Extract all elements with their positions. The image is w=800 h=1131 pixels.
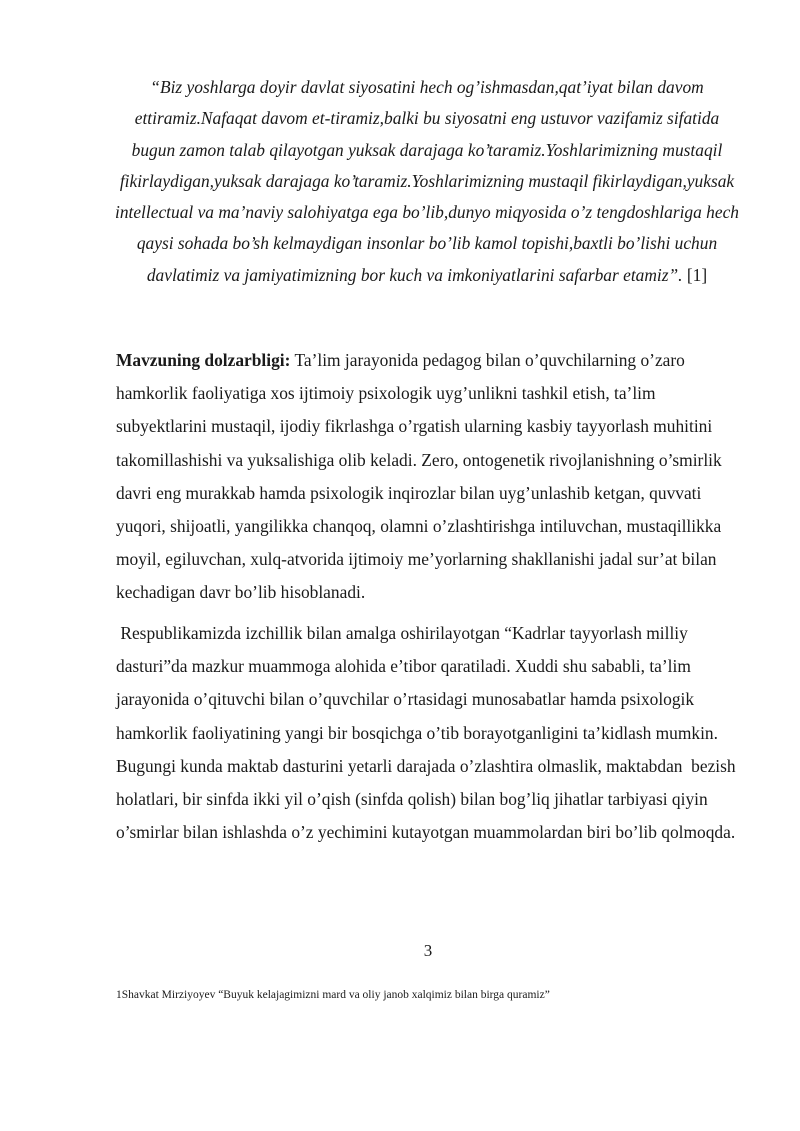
quote-text: “Biz yoshlarga doyir davlat siyosatini hech og’ishmasdan,qat’iyat bilan davom ettiramiz.Nafaqat davom et-tiramiz,balki bu siyosatni eng ustuvor vazifamiz sifatida bugun zamon talab qilayotgan yuksak darajaga ko’taramiz.Yoshlarimizning mustaqil fikirlaydigan,yuksak darajaga ko’taramiz.Yoshlarimizning mustaqil fikirlaydigan,yuksak intellectual va ma’naviy salohiyatga ega bo’lib,dunyo miqyosida o’z tengdoshlariga hech qaysi sohada bo’sh kelmaydigan insonlar bo’lib kamol topishi,baxtli bo’lishi uchun davlatimiz va jamiyatimizning bor kuch va imkoniyatlarini safarbar etamiz”.: [114, 77, 740, 285]
body-paragraph: Respublikamizda izchillik bilan amalga oshirilayotgan “Kadrlar tayyorlash milliy dasturi”da mazkur muammoga alohida e’tibor qaratiladi. Xuddi shu sababli, ta’lim jarayonida o’qituvchi bilan o’quvchilar o’rtasidagi munosabatlar hamda psixologik hamkorlik faoliyatining yangi bir bosqichga o’tib borayotganligini ta’kidlash mumkin. Bugungi kunda maktab dasturini yetarli darajada o’zlashtira olmaslik, maktabdan bezish holatlari, bir sinfda ikki yil o’qish (sinfda qolish) bilan bog’liq jihatlar tarbiyasi qiyin o’smirlar bilan ishlashda o’z yechimini kutayotgan muammolardan biri bo’lib qolmoqda.: [116, 623, 740, 843]
citation-reference: [1]: [686, 264, 708, 285]
relevance-paragraph: [116, 344, 746, 610]
paragraph-text: Ta’lim jarayonida pedagog bilan o’quvchilarning o’zaro hamkorlik faoliyatiga xos ijtimoiy psixologik uyg’unlikni tashkil etish, ta’lim subyektlarini mustaqil, ijodiy fikrlashga o’rgatish ularning kasbiy tayyorlash muhitini takomillashishi va yuksalishiga olib keladi. Zero, ontogenetik rivojlanishning o’smirlik davri eng murakkab hamda psixologik inqirozlar bilan uyg’unlashib ketgan, quvvati yuqori, shijoatli, yangilikka chanqoq, olamni o’zlashtirishga intiluvchan, mustaqillikka moyil, egiluvchan, xulq-atvorida ijtimoiy me’yorlarning shakllanishi jadal sur’at bilan kechadigan davr bo’lib hisoblanadi.: [116, 350, 722, 603]
section-heading: Mavzuning dolzarbligi:: [116, 350, 291, 370]
page-number: 3: [423, 941, 433, 960]
footnote: 1Shavkat Mirziyoyev “Buyuk kelajagimizni mard va oliy janob xalqimiz bilan birga quramiz”: [116, 989, 550, 1001]
epigraph-quote: [112, 72, 742, 291]
